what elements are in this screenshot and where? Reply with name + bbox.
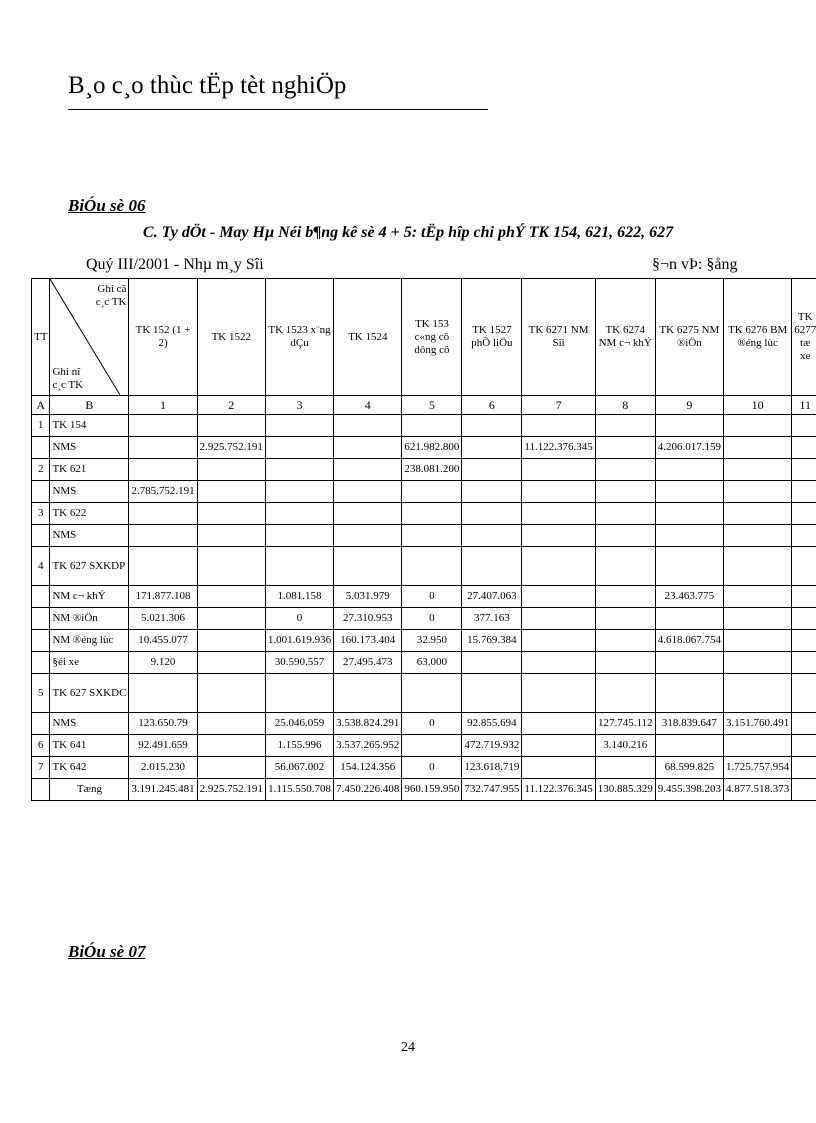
- value-cell: [522, 757, 595, 779]
- value-cell: [522, 503, 595, 525]
- value-cell: 377.163: [462, 608, 522, 630]
- value-cell: [462, 481, 522, 503]
- value-cell: [197, 757, 265, 779]
- value-cell: [462, 503, 522, 525]
- value-cell: [402, 674, 462, 713]
- value-cell: [724, 525, 792, 547]
- value-cell: 2.015.230: [129, 757, 197, 779]
- row-account-name: NMS: [50, 713, 129, 735]
- value-cell: [522, 713, 595, 735]
- value-cell: [522, 630, 595, 652]
- row-number: 4: [32, 547, 50, 586]
- value-cell: [197, 608, 265, 630]
- value-cell: 92.855.694: [462, 713, 522, 735]
- value-cell: [522, 608, 595, 630]
- value-cell: [197, 459, 265, 481]
- value-cell: [655, 735, 723, 757]
- diag-credit-label: Ghi cã c¸c TK: [95, 283, 127, 308]
- value-cell: 68.599.825: [655, 757, 723, 779]
- value-cell: [522, 459, 595, 481]
- value-cell: [655, 525, 723, 547]
- value-cell: [595, 757, 655, 779]
- value-cell: [265, 547, 333, 586]
- value-cell: 0: [402, 713, 462, 735]
- row-number: [32, 437, 50, 459]
- value-cell: [197, 547, 265, 586]
- col-header-10: TK 6276 BM ®éng lùc: [724, 279, 792, 396]
- value-cell: [522, 415, 595, 437]
- value-cell: [129, 415, 197, 437]
- value-cell: [197, 674, 265, 713]
- value-cell: [402, 481, 462, 503]
- value-cell: 11.122.376.345: [522, 779, 595, 801]
- value-cell: 238.081.200: [402, 459, 462, 481]
- value-cell: [792, 525, 816, 547]
- value-cell: [595, 547, 655, 586]
- value-cell: 960.159.950: [402, 779, 462, 801]
- index-cell: 1: [129, 396, 197, 415]
- value-cell: [265, 674, 333, 713]
- index-cell: 11: [792, 396, 816, 415]
- value-cell: [402, 415, 462, 437]
- value-cell: 27.407.063: [462, 586, 522, 608]
- value-cell: [462, 525, 522, 547]
- index-cell: 2: [197, 396, 265, 415]
- value-cell: [265, 525, 333, 547]
- value-cell: [197, 586, 265, 608]
- value-cell: 3.140.216: [595, 735, 655, 757]
- value-cell: [265, 415, 333, 437]
- value-cell: 0: [402, 586, 462, 608]
- table-row: [32, 630, 816, 652]
- value-cell: [595, 481, 655, 503]
- value-cell: 318.839.647: [655, 713, 723, 735]
- table-row: [32, 503, 816, 525]
- value-cell: [522, 652, 595, 674]
- table-row: [32, 481, 816, 503]
- value-cell: [462, 652, 522, 674]
- table-row: [32, 735, 816, 757]
- row-account-name: NMS: [50, 437, 129, 459]
- table-row: [32, 674, 816, 713]
- value-cell: [724, 674, 792, 713]
- index-cell: B: [50, 396, 129, 415]
- value-cell: [724, 437, 792, 459]
- value-cell: 0: [265, 608, 333, 630]
- row-account-name: TK 641: [50, 735, 129, 757]
- value-cell: [265, 459, 333, 481]
- diag-debit-label: Ghi nî c¸c TK: [52, 366, 84, 391]
- value-cell: [334, 547, 402, 586]
- table-row: [32, 652, 816, 674]
- value-cell: [197, 481, 265, 503]
- value-cell: 63.000: [402, 652, 462, 674]
- row-number: [32, 586, 50, 608]
- table-row: [32, 525, 816, 547]
- col-header-1: TK 152 (1 + 2): [129, 279, 197, 396]
- value-cell: 56.067.002: [265, 757, 333, 779]
- value-cell: 123.650.79: [129, 713, 197, 735]
- value-cell: [595, 674, 655, 713]
- value-cell: [792, 415, 816, 437]
- table-row: [32, 415, 816, 437]
- value-cell: [595, 630, 655, 652]
- value-cell: 5.031.979: [334, 586, 402, 608]
- value-cell: [334, 525, 402, 547]
- value-cell: [334, 437, 402, 459]
- value-cell: 92.491.659: [129, 735, 197, 757]
- value-cell: [522, 674, 595, 713]
- value-cell: [595, 415, 655, 437]
- value-cell: [724, 481, 792, 503]
- row-number: 2: [32, 459, 50, 481]
- value-cell: [402, 735, 462, 757]
- value-cell: 25.046.059: [265, 713, 333, 735]
- value-cell: [595, 525, 655, 547]
- row-number: [32, 652, 50, 674]
- value-cell: 171.877.108: [129, 586, 197, 608]
- value-cell: [402, 503, 462, 525]
- row-account-name: NMS: [50, 481, 129, 503]
- value-cell: [522, 481, 595, 503]
- value-cell: [522, 525, 595, 547]
- value-cell: [334, 415, 402, 437]
- value-cell: [595, 608, 655, 630]
- table-row: [32, 437, 816, 459]
- row-number: [32, 779, 50, 801]
- index-cell: 5: [402, 396, 462, 415]
- value-cell: [595, 652, 655, 674]
- value-cell: 30.590.557: [265, 652, 333, 674]
- value-cell: [595, 459, 655, 481]
- value-cell: 2.925.752.191: [197, 779, 265, 801]
- value-cell: [792, 547, 816, 586]
- table-row: [32, 757, 816, 779]
- table-title: C. Ty dÖt - May Hµ Néi b¶ng kê sè 4 + 5: tËp hîp chi phÝ TK 154, 621, 622, 627: [142, 224, 674, 241]
- value-cell: [724, 586, 792, 608]
- page-number: 24: [401, 1040, 415, 1055]
- index-cell: 8: [595, 396, 655, 415]
- value-cell: 27.310.953: [334, 608, 402, 630]
- value-cell: [265, 503, 333, 525]
- value-cell: [724, 459, 792, 481]
- value-cell: [462, 674, 522, 713]
- index-cell: 10: [724, 396, 792, 415]
- value-cell: [197, 630, 265, 652]
- value-cell: [724, 735, 792, 757]
- value-cell: [792, 674, 816, 713]
- value-cell: 1.115.550.708: [265, 779, 333, 801]
- col-header-tt: TT: [32, 279, 50, 396]
- value-cell: [792, 481, 816, 503]
- row-number: [32, 630, 50, 652]
- value-cell: 621.982.800: [402, 437, 462, 459]
- value-cell: [129, 674, 197, 713]
- value-cell: [724, 608, 792, 630]
- value-cell: 130.885.329: [595, 779, 655, 801]
- value-cell: 7.450.226.408: [334, 779, 402, 801]
- value-cell: [792, 459, 816, 481]
- index-cell: A: [32, 396, 50, 415]
- value-cell: [522, 547, 595, 586]
- value-cell: [792, 437, 816, 459]
- value-cell: 32.950: [402, 630, 462, 652]
- value-cell: [334, 481, 402, 503]
- col-header-9: TK 6275 NM ®iÖn: [655, 279, 723, 396]
- row-number: [32, 713, 50, 735]
- value-cell: [792, 586, 816, 608]
- value-cell: [334, 503, 402, 525]
- value-cell: 3.538.824.291: [334, 713, 402, 735]
- value-cell: [792, 652, 816, 674]
- value-cell: 160.173.404: [334, 630, 402, 652]
- table-row: [32, 586, 816, 608]
- value-cell: [792, 713, 816, 735]
- row-account-name: TK 621: [50, 459, 129, 481]
- index-cell: 4: [334, 396, 402, 415]
- value-cell: [197, 503, 265, 525]
- value-cell: 4.618.067.754: [655, 630, 723, 652]
- value-cell: [724, 652, 792, 674]
- value-cell: 3.191.245.481: [129, 779, 197, 801]
- section-label-07: BiÓu sè 07: [68, 942, 146, 961]
- value-cell: 123.618.719: [462, 757, 522, 779]
- value-cell: [655, 415, 723, 437]
- value-cell: [462, 547, 522, 586]
- value-cell: [462, 437, 522, 459]
- value-cell: 4.206.017.159: [655, 437, 723, 459]
- value-cell: 10.455.077: [129, 630, 197, 652]
- row-account-name: TK 627 SXKDP: [50, 547, 129, 586]
- period-label: Quý III/2001 - Nhµ m¸y Sîi: [86, 256, 264, 273]
- value-cell: [724, 503, 792, 525]
- value-cell: [724, 630, 792, 652]
- value-cell: 1.725.757.954: [724, 757, 792, 779]
- value-cell: [655, 459, 723, 481]
- col-header-2: TK 1522: [197, 279, 265, 396]
- value-cell: 472.719.932: [462, 735, 522, 757]
- table-row: [32, 779, 816, 801]
- row-account-name: NM c¬ khÝ: [50, 586, 129, 608]
- value-cell: 0: [402, 608, 462, 630]
- value-cell: [197, 415, 265, 437]
- row-number: 7: [32, 757, 50, 779]
- row-account-name: NM ®éng lùc: [50, 630, 129, 652]
- row-account-name: NMS: [50, 525, 129, 547]
- value-cell: 1.001.619.936: [265, 630, 333, 652]
- col-header-5: TK 153 c«ng cô dông cô: [402, 279, 462, 396]
- value-cell: 4.877.518.373: [724, 779, 792, 801]
- row-account-name: NM ®iÖn: [50, 608, 129, 630]
- row-number: 5: [32, 674, 50, 713]
- value-cell: [595, 586, 655, 608]
- index-cell: 6: [462, 396, 522, 415]
- table-row: [32, 608, 816, 630]
- value-cell: 9.455.398.203: [655, 779, 723, 801]
- header-rule: [68, 109, 488, 110]
- value-cell: 154.124.356: [334, 757, 402, 779]
- row-number: [32, 481, 50, 503]
- value-cell: 1.081.158: [265, 586, 333, 608]
- row-account-name: TK 622: [50, 503, 129, 525]
- value-cell: [129, 437, 197, 459]
- value-cell: [724, 547, 792, 586]
- value-cell: 11.122.376.345: [522, 437, 595, 459]
- index-cell: 9: [655, 396, 723, 415]
- unit-label: §¬n vÞ: §ång: [652, 256, 738, 273]
- col-header-6: TK 1527 phÕ liÖu: [462, 279, 522, 396]
- row-number: 1: [32, 415, 50, 437]
- value-cell: [265, 437, 333, 459]
- col-header-7: TK 6271 NM Sîi: [522, 279, 595, 396]
- col-header-11: TK 6277 tæ xe: [792, 279, 816, 396]
- row-account-name: Tæng: [50, 779, 129, 801]
- row-number: [32, 525, 50, 547]
- value-cell: 27.495.473: [334, 652, 402, 674]
- col-header-8: TK 6274 NM c¬ khÝ: [595, 279, 655, 396]
- header-row: [32, 279, 816, 396]
- table-row: [32, 459, 816, 481]
- value-cell: [462, 459, 522, 481]
- index-cell: 7: [522, 396, 595, 415]
- value-cell: [595, 437, 655, 459]
- value-cell: [129, 525, 197, 547]
- value-cell: [724, 415, 792, 437]
- value-cell: [522, 586, 595, 608]
- value-cell: 15.769.384: [462, 630, 522, 652]
- value-cell: [792, 608, 816, 630]
- index-row: [32, 396, 816, 415]
- value-cell: [655, 608, 723, 630]
- document-header: B¸o c¸o thùc tËp tèt nghiÖp: [68, 72, 347, 99]
- value-cell: [655, 674, 723, 713]
- value-cell: 732.747.955: [462, 779, 522, 801]
- value-cell: [402, 525, 462, 547]
- cost-summary-table: [31, 278, 816, 801]
- value-cell: [334, 674, 402, 713]
- value-cell: [792, 779, 816, 801]
- value-cell: [792, 503, 816, 525]
- value-cell: 127.745.112: [595, 713, 655, 735]
- value-cell: [792, 757, 816, 779]
- row-account-name: TK 642: [50, 757, 129, 779]
- value-cell: [197, 525, 265, 547]
- row-number: 3: [32, 503, 50, 525]
- value-cell: 3.151.760.491: [724, 713, 792, 735]
- value-cell: 0: [402, 757, 462, 779]
- value-cell: [402, 547, 462, 586]
- value-cell: [792, 630, 816, 652]
- value-cell: [334, 459, 402, 481]
- col-header-4: TK 1524: [334, 279, 402, 396]
- value-cell: 2.785.752.191: [129, 481, 197, 503]
- value-cell: 2.925.752.191: [197, 437, 265, 459]
- value-cell: [522, 735, 595, 757]
- index-cell: 3: [265, 396, 333, 415]
- row-account-name: TK 154: [50, 415, 129, 437]
- value-cell: [265, 481, 333, 503]
- value-cell: [655, 547, 723, 586]
- table-row: [32, 713, 816, 735]
- value-cell: [197, 713, 265, 735]
- value-cell: [129, 503, 197, 525]
- value-cell: [129, 459, 197, 481]
- section-label-06: BiÓu sè 06: [68, 196, 146, 215]
- value-cell: [197, 652, 265, 674]
- value-cell: 23.463.775: [655, 586, 723, 608]
- value-cell: 1.155.996: [265, 735, 333, 757]
- value-cell: [197, 735, 265, 757]
- table-row: [32, 547, 816, 586]
- value-cell: 3.537.265.952: [334, 735, 402, 757]
- value-cell: 5.021.306: [129, 608, 197, 630]
- diagonal-header-cell: [50, 279, 129, 396]
- row-account-name: §éi xe: [50, 652, 129, 674]
- row-number: 6: [32, 735, 50, 757]
- value-cell: [129, 547, 197, 586]
- value-cell: [595, 503, 655, 525]
- value-cell: [655, 652, 723, 674]
- value-cell: [655, 481, 723, 503]
- value-cell: [462, 415, 522, 437]
- value-cell: [655, 503, 723, 525]
- row-account-name: TK 627 SXKDC: [50, 674, 129, 713]
- value-cell: 9.120: [129, 652, 197, 674]
- value-cell: [792, 735, 816, 757]
- row-number: [32, 608, 50, 630]
- col-header-3: TK 1523 x¨ng dÇu: [265, 279, 333, 396]
